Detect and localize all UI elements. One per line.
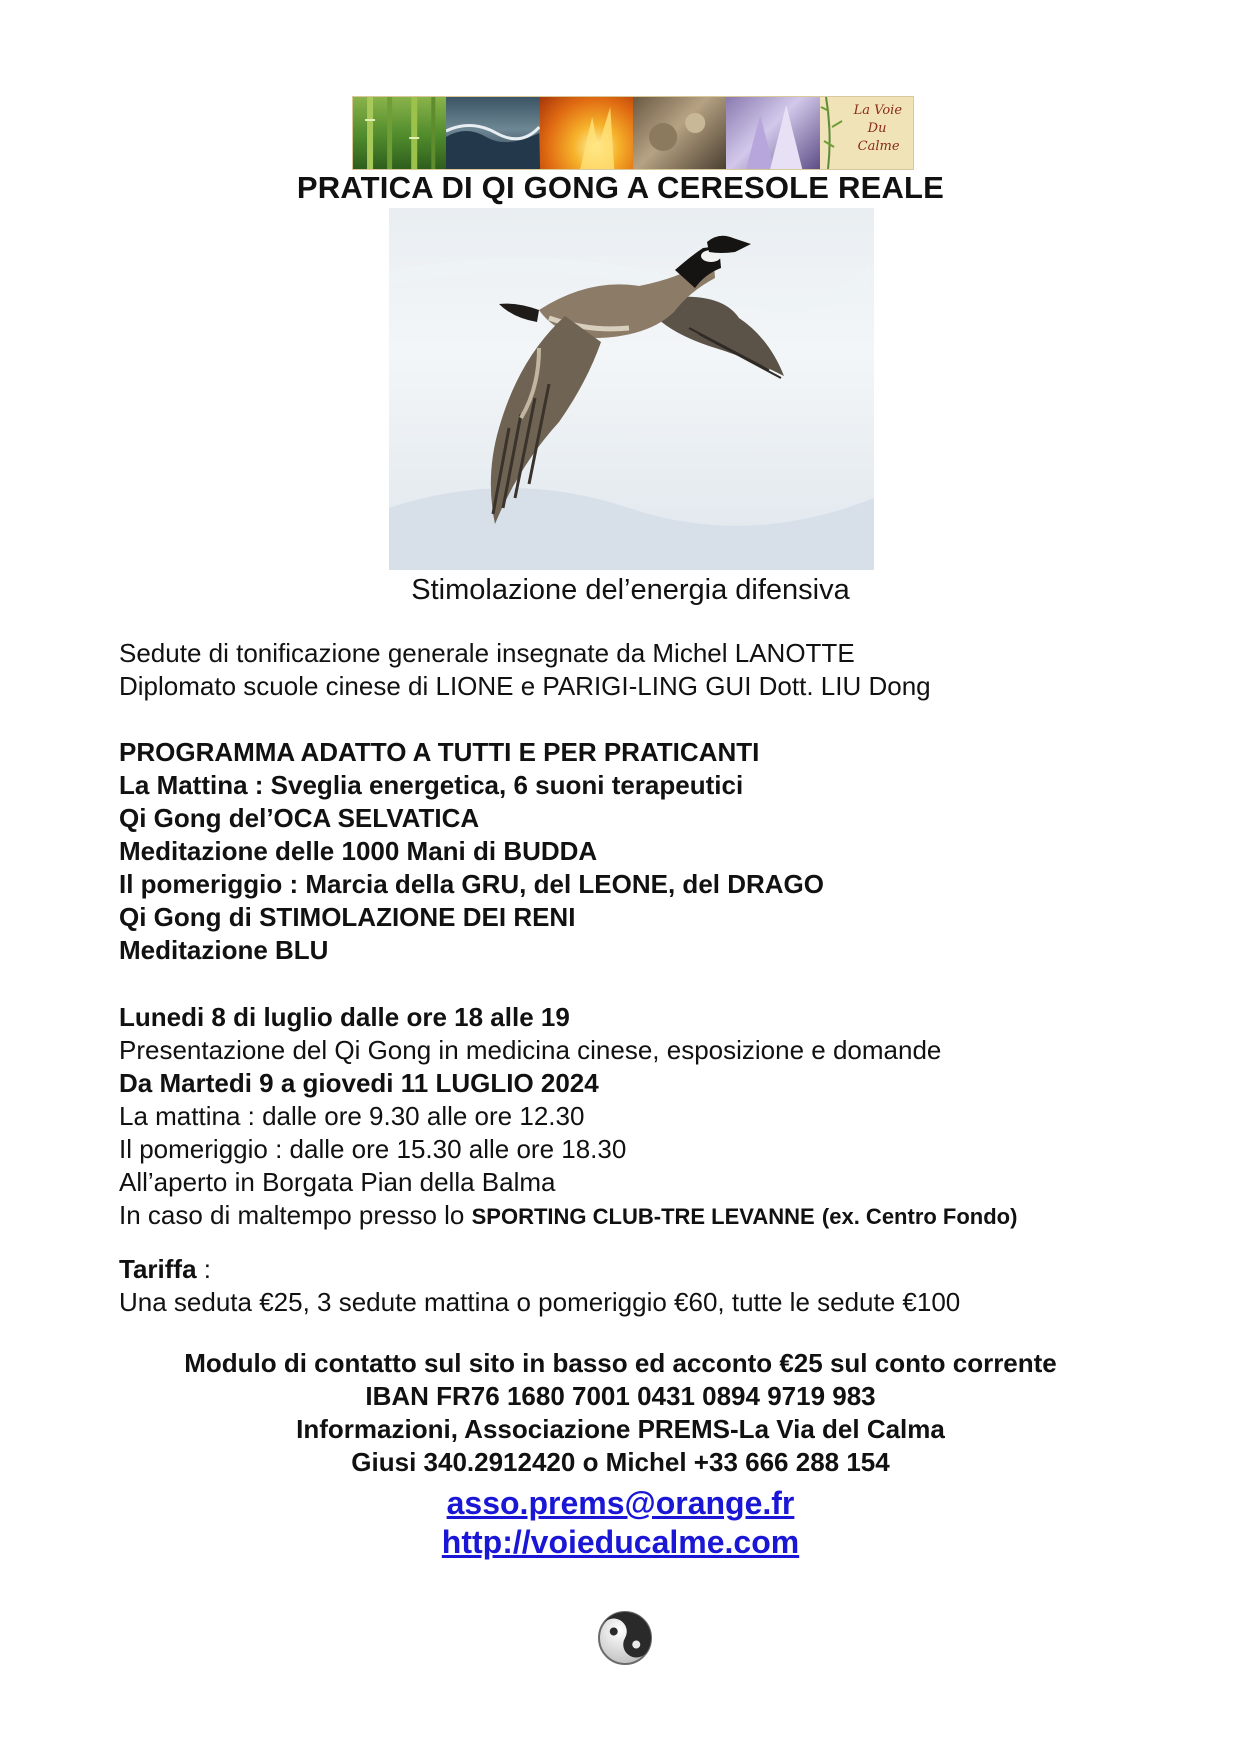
schedule-section — [119, 1001, 1017, 1233]
website-link[interactable]: http://voieducalme.com — [441, 1524, 800, 1560]
programma-heading: PROGRAMMA ADATTO A TUTTI E PER PRATICANTI — [119, 737, 760, 767]
tariffa-colon: : — [203, 1254, 211, 1284]
programma-item: Meditazione delle 1000 Mani di BUDDA — [119, 836, 598, 866]
header-banner — [352, 96, 914, 170]
schedule-line: Il pomeriggio : dalle ore 15.30 alle ore 18.30 — [119, 1134, 627, 1164]
logo-text — [820, 97, 913, 169]
venue-name: SPORTING CLUB-TRE LEVANNE — [471, 1204, 815, 1229]
programma-item: Meditazione BLU — [119, 935, 329, 965]
logo-line-3: Calme — [857, 139, 900, 154]
schedule-date-heading: Lunedi 8 di luglio dalle ore 18 alle 19 — [119, 1002, 570, 1032]
programma-item: Qi Gong di STIMOLAZIONE DEI RENI — [119, 902, 576, 932]
earth-tile — [633, 97, 726, 169]
venue-note: (ex. Centro Fondo) — [821, 1204, 1018, 1229]
contact-section — [0, 1347, 1241, 1479]
tariffa-section — [119, 1253, 960, 1319]
tariffa-label: Tariffa — [119, 1254, 197, 1284]
bad-weather-prefix: In caso di maltempo presso lo — [119, 1200, 465, 1230]
bamboo-tile — [353, 97, 446, 169]
programma-item: Il pomeriggio : Marcia della GRU, del LEONE, del DRAGO — [119, 869, 824, 899]
instructor-intro — [119, 637, 931, 703]
phone-line: Giusi 340.2912420 o Michel +33 666 288 154 — [351, 1447, 890, 1477]
flying-goose-photo — [389, 208, 874, 570]
schedule-date-heading: Da Martedi 9 a giovedi 11 LUGLIO 2024 — [119, 1068, 599, 1098]
la-voie-du-calme-logo — [820, 97, 913, 169]
tariffa-heading-line — [119, 1253, 960, 1286]
logo-line-2: Du — [867, 121, 887, 136]
intro-line: Diplomato scuole cinese di LIONE e PARIGI-LING GUI Dott. LIU Dong — [119, 671, 931, 701]
email-link[interactable]: asso.prems@orange.fr — [446, 1485, 795, 1521]
schedule-line: Presentazione del Qi Gong in medicina cinese, esposizione e domande — [119, 1035, 942, 1065]
schedule-line: La mattina : dalle ore 9.30 alle ore 12.30 — [119, 1101, 585, 1131]
programma-item: Qi Gong del’OCA SELVATICA — [119, 803, 480, 833]
contact-line: Informazioni, Associazione PREMS-La Via del Calma — [296, 1414, 945, 1444]
bad-weather-line — [119, 1199, 1017, 1233]
photo-caption: Stimolazione del’energia difensiva — [411, 574, 850, 606]
tariffa-prices: Una seduta €25, 3 sedute mattina o pomeriggio €60, tutte le sedute €100 — [119, 1287, 961, 1317]
contact-links — [0, 1484, 1241, 1562]
logo-line-1: La Voie — [853, 103, 903, 118]
iban-line: IBAN FR76 1680 7001 0431 0894 9719 983 — [365, 1381, 876, 1411]
yin-yang-icon — [597, 1610, 653, 1666]
contact-line: Modulo di contatto sul sito in basso ed acconto €25 sul conto corrente — [184, 1348, 1057, 1378]
sea-wave-tile — [446, 97, 539, 169]
fire-tile — [540, 97, 633, 169]
programma-section — [119, 736, 824, 967]
page-title: PRATICA DI QI GONG A CERESOLE REALE — [296, 170, 945, 205]
schedule-line: All’aperto in Borgata Pian della Balma — [119, 1167, 556, 1197]
intro-line: Sedute di tonificazione generale insegnate da Michel LANOTTE — [119, 638, 855, 668]
crystal-tile — [726, 97, 819, 169]
programma-item: La Mattina : Sveglia energetica, 6 suoni terapeutici — [119, 770, 744, 800]
